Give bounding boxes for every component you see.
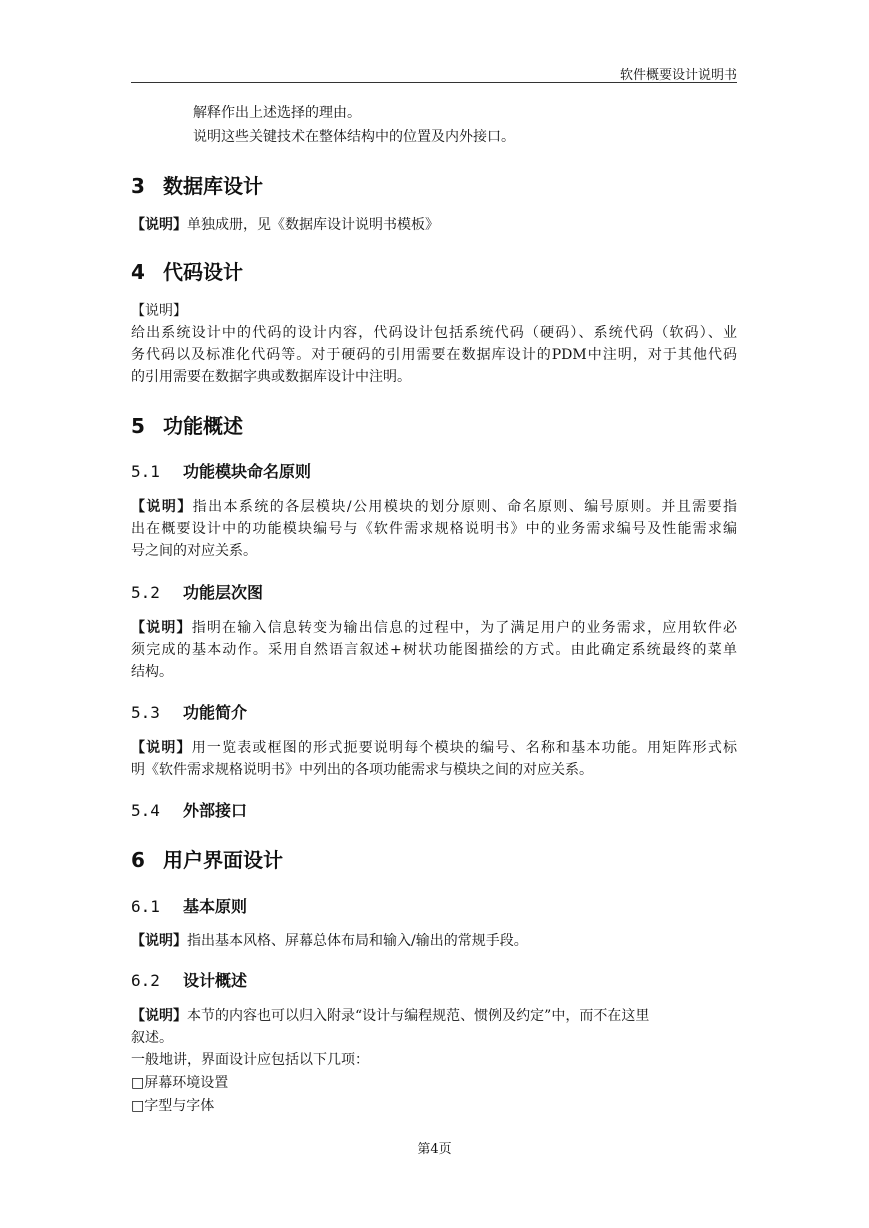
paragraph-line: 号之间的对应关系。: [131, 543, 257, 559]
note-text: 指出基本风格、屏幕总体布局和输入/输出的常规手段。: [187, 933, 528, 949]
paragraph-line: [131, 1005, 649, 1027]
section-title: 基本原则: [183, 897, 248, 916]
note-tag: 【说明】: [131, 933, 187, 949]
note-tag: 【说明】: [131, 1008, 187, 1024]
heading-section-5-4: [131, 798, 247, 821]
section-number: 6: [131, 848, 145, 872]
paragraph-line: [131, 617, 737, 639]
section-title: 功能概述: [163, 414, 243, 438]
section-number: 5: [131, 414, 145, 438]
heading-section-6-1: [131, 894, 247, 917]
note-tag: 【说明】: [131, 499, 193, 515]
paragraph-line: 解释作出上述选择的理由。: [193, 105, 361, 121]
section-number: 5.3: [131, 703, 160, 722]
paragraph-line: 叙述。: [131, 1030, 173, 1046]
heading-section-6-2: [131, 968, 247, 991]
heading-section-5-1: [131, 459, 311, 482]
section-title: 外部接口: [183, 801, 248, 820]
heading-section-6: [131, 844, 283, 873]
heading-section-5-3: [131, 700, 247, 723]
list-item: □屏幕环境设置: [131, 1075, 229, 1091]
section-title: 代码设计: [163, 260, 243, 284]
note-tag: 【说明】: [131, 217, 187, 233]
paragraph-line: 须完成的基本动作。采用自然语言叙述+树状功能图描绘的方式。由此确定系统最终的菜单: [131, 642, 737, 658]
list-item: □字型与字体: [131, 1098, 215, 1114]
paragraph-line: 出在概要设计中的功能模块编号与《软件需求规格说明书》中的业务需求编号及性能需求编: [131, 521, 737, 537]
page-number: 第4页: [417, 1142, 452, 1157]
note-tag: 【说明】: [131, 620, 192, 636]
section-number: 5.4: [131, 801, 160, 820]
note-text: 单独成册，见《数据库设计说明书模板》: [187, 217, 439, 233]
note-tag: 【说明】: [131, 740, 192, 756]
paragraph-line: 务代码以及标准化代码等。对于硬码的引用需要在数据库设计的PDM中注明，对于其他代码: [131, 347, 737, 363]
section-number: 5.2: [131, 583, 160, 602]
note-text: 指明在输入信息转变为输出信息的过程中，为了满足用户的业务需求，应用软件必: [191, 620, 737, 636]
paragraph-line: [131, 737, 737, 759]
section-number: 4: [131, 260, 145, 284]
paragraph-line: 给出系统设计中的代码的设计内容，代码设计包括系统代码（硬码）、系统代码（软码）、业: [131, 325, 737, 341]
paragraph-line: 结构。: [131, 664, 173, 680]
note-text: 本节的内容也可以归入附录“设计与编程规范、惯例及约定”中，而不在这里: [187, 1008, 650, 1024]
paragraph-line: 一般地讲，界面设计应包括以下几项：: [131, 1052, 369, 1068]
document-title: 软件概要设计说明书: [619, 68, 737, 83]
note-text: 指出本系统的各层模块/公用模块的划分原则、命名原则、编号原则。并且需要指: [192, 499, 737, 515]
note-tag: 【说明】: [131, 303, 187, 319]
paragraph-line: [131, 496, 737, 518]
section-title: 设计概述: [183, 971, 248, 990]
heading-section-5-2: [131, 580, 263, 603]
section-number: 3: [131, 174, 145, 198]
paragraph-line: 说明这些关键技术在整体结构中的位置及内外接口。: [193, 129, 515, 145]
note-text: 用一览表或框图的形式扼要说明每个模块的编号、名称和基本功能。用矩阵形式标: [191, 740, 737, 756]
section-title: 功能简介: [183, 703, 248, 722]
paragraph-line: 的引用需要在数据字典或数据库设计中注明。: [131, 369, 411, 385]
heading-section-5: [131, 410, 243, 439]
paragraph-line: [131, 214, 439, 236]
section-title: 用户界面设计: [163, 848, 283, 872]
section-number: 5.1: [131, 462, 160, 481]
section-number: 6.2: [131, 971, 160, 990]
heading-section-4: [131, 256, 243, 285]
section-title: 数据库设计: [163, 174, 263, 198]
section-title: 功能模块命名原则: [183, 462, 312, 481]
paragraph-line: 明《软件需求规格说明书》中列出的各项功能需求与模块之间的对应关系。: [131, 762, 593, 778]
section-number: 6.1: [131, 897, 160, 916]
page-header: [131, 58, 737, 83]
heading-section-3: [131, 170, 263, 199]
paragraph-line: [131, 930, 528, 952]
section-title: 功能层次图: [183, 583, 264, 602]
